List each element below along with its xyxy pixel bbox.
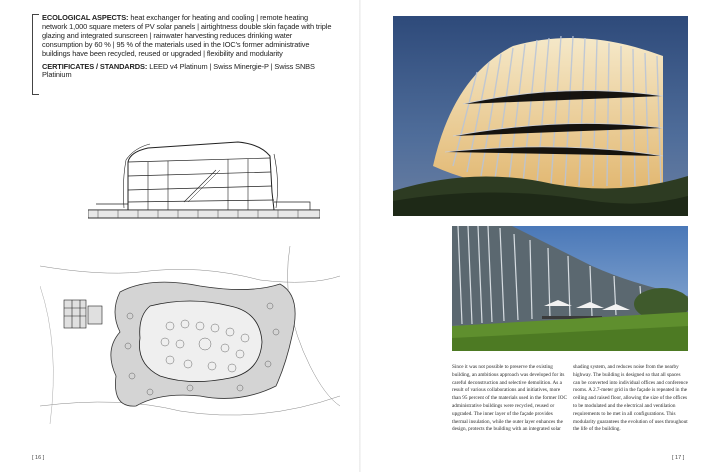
certificates xyxy=(42,63,334,81)
ecological-aspects xyxy=(42,14,334,59)
ecological-text: heat exchanger for heating and cooling | remote heating network 1,000 square meters of PV solar panels | airtightness double skin façade with triple glazing and integrated sunscreen | rainwater harvesting reduces drinking water consumption by 60 % | 95 % of the materials used in the IOC's former administrative buildings have been recycled, reused or upgraded | flexibility and modularity xyxy=(42,13,332,58)
section-drawing xyxy=(88,132,320,226)
certificates-text: LEED v4 Platinum | Swiss Minergie-P | Swiss SNBS Platinium xyxy=(42,61,315,80)
ecological-label: ECOLOGICAL ASPECTS: xyxy=(42,13,129,22)
page-number-right: [ 17 ] xyxy=(672,455,685,461)
certificates-label: CERTIFICATES / STANDARDS: xyxy=(42,61,148,71)
info-text xyxy=(42,14,334,84)
site-plan-drawing xyxy=(40,246,340,424)
body-text: Since it was not possible to preserve the existing building, an ambitious approach was developed for its careful deconstruction and selective demolition. As a result of various collaborations and initiatives, more than 95 percent of the materials used in the former IOC administrative buildings were recycled, reused or upgraded. The inner layer of the façade provides thermal insulation, while the outer layer enhances the design, protects the building with an integrated solar shading system, and reduces noise from the nearby highway. The building is designed so that all spaces can be converted into individual offices and conference rooms. A 2.7-meter grid in the façade is repeated in the ceiling and raised floor, allowing the size of the offices to be modulated and the electrical and ventilation requirements to be met in all configurations. This modularity guarantees the evolution of uses throughout the life of the building. xyxy=(452,364,688,433)
terrace-photo xyxy=(452,226,688,351)
info-bracket xyxy=(32,14,39,95)
project-info-block xyxy=(32,14,332,94)
building-exterior-photo xyxy=(393,16,688,216)
page-number-left: [ 16 ] xyxy=(32,455,45,461)
page-gutter xyxy=(359,0,361,472)
